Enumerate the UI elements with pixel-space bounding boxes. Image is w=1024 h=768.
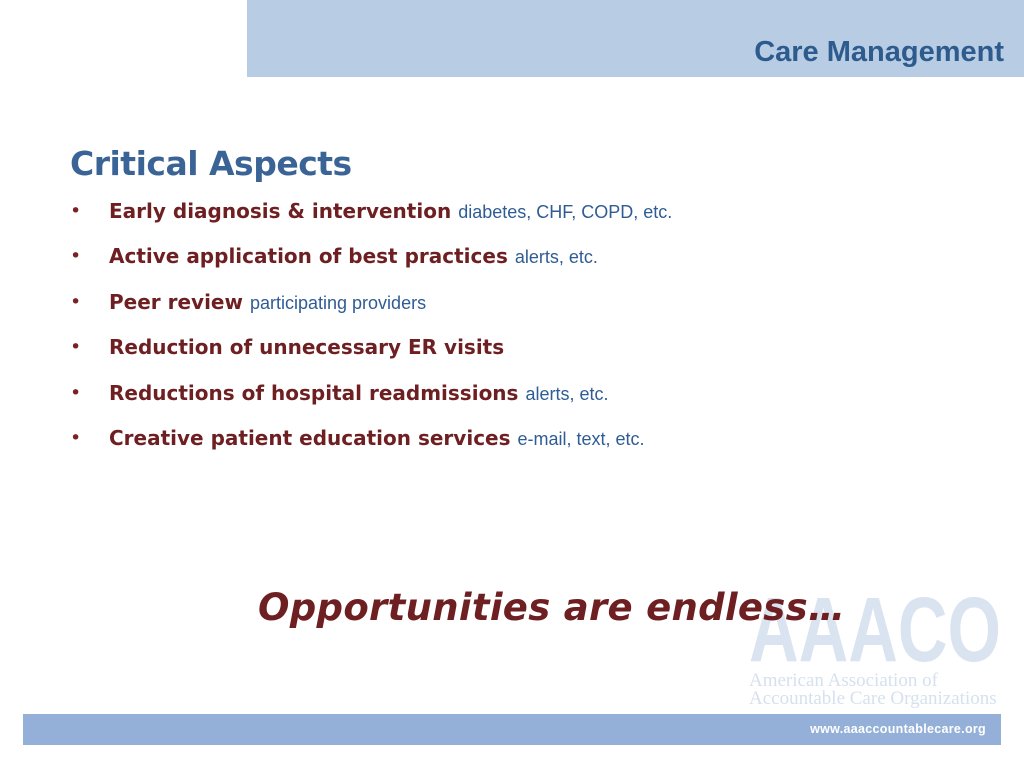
- bullet-main-text: Creative patient education services: [109, 425, 511, 450]
- bullet-sub-text: participating providers: [249, 292, 427, 313]
- bullet-sub-text: alerts, etc.: [514, 247, 598, 268]
- watermark-line-1: American Association of: [749, 670, 938, 691]
- bullet-sub-text: alerts, etc.: [525, 383, 609, 404]
- footer-url-link[interactable]: www.aaaccountablecare.org: [810, 722, 986, 736]
- bullet-sub-text: e-mail, text, etc.: [517, 428, 645, 449]
- bullet-item: [70, 241, 672, 286]
- aaaco-logo-text: AAACO: [749, 593, 1001, 663]
- bullet-item: [70, 287, 672, 332]
- bullet-dot-icon: •: [70, 245, 82, 268]
- bullet-main-text: Active application of best practices: [109, 244, 508, 269]
- tagline: Opportunities are endless…: [258, 586, 846, 629]
- bullet-item: [70, 423, 672, 468]
- bullet-list: [70, 196, 672, 468]
- header-band: [247, 0, 1024, 77]
- bullet-dot-icon: •: [70, 426, 82, 449]
- bullet-main-text: Early diagnosis & intervention: [109, 199, 452, 223]
- footer-band: [23, 714, 1001, 745]
- bullet-dot-icon: •: [70, 336, 82, 359]
- bullet-item: [70, 378, 672, 423]
- bullet-main-text: Peer review: [109, 289, 243, 314]
- bullet-item: [70, 332, 672, 377]
- bullet-dot-icon: •: [70, 200, 82, 222]
- bullet-main-text: Reduction of unnecessary ER visits: [109, 335, 505, 360]
- section-title: Critical Aspects: [70, 144, 352, 183]
- bullet-dot-icon: •: [70, 290, 82, 313]
- watermark-line-2: Accountable Care Organizations: [749, 688, 997, 709]
- slide-header-title: Care Management: [754, 36, 1004, 68]
- bullet-dot-icon: •: [70, 381, 82, 404]
- bullet-sub-text: diabetes, CHF, COPD, etc.: [458, 202, 673, 222]
- bullet-main-text: Reductions of hospital readmissions: [109, 380, 519, 405]
- bullet-item: [70, 196, 672, 241]
